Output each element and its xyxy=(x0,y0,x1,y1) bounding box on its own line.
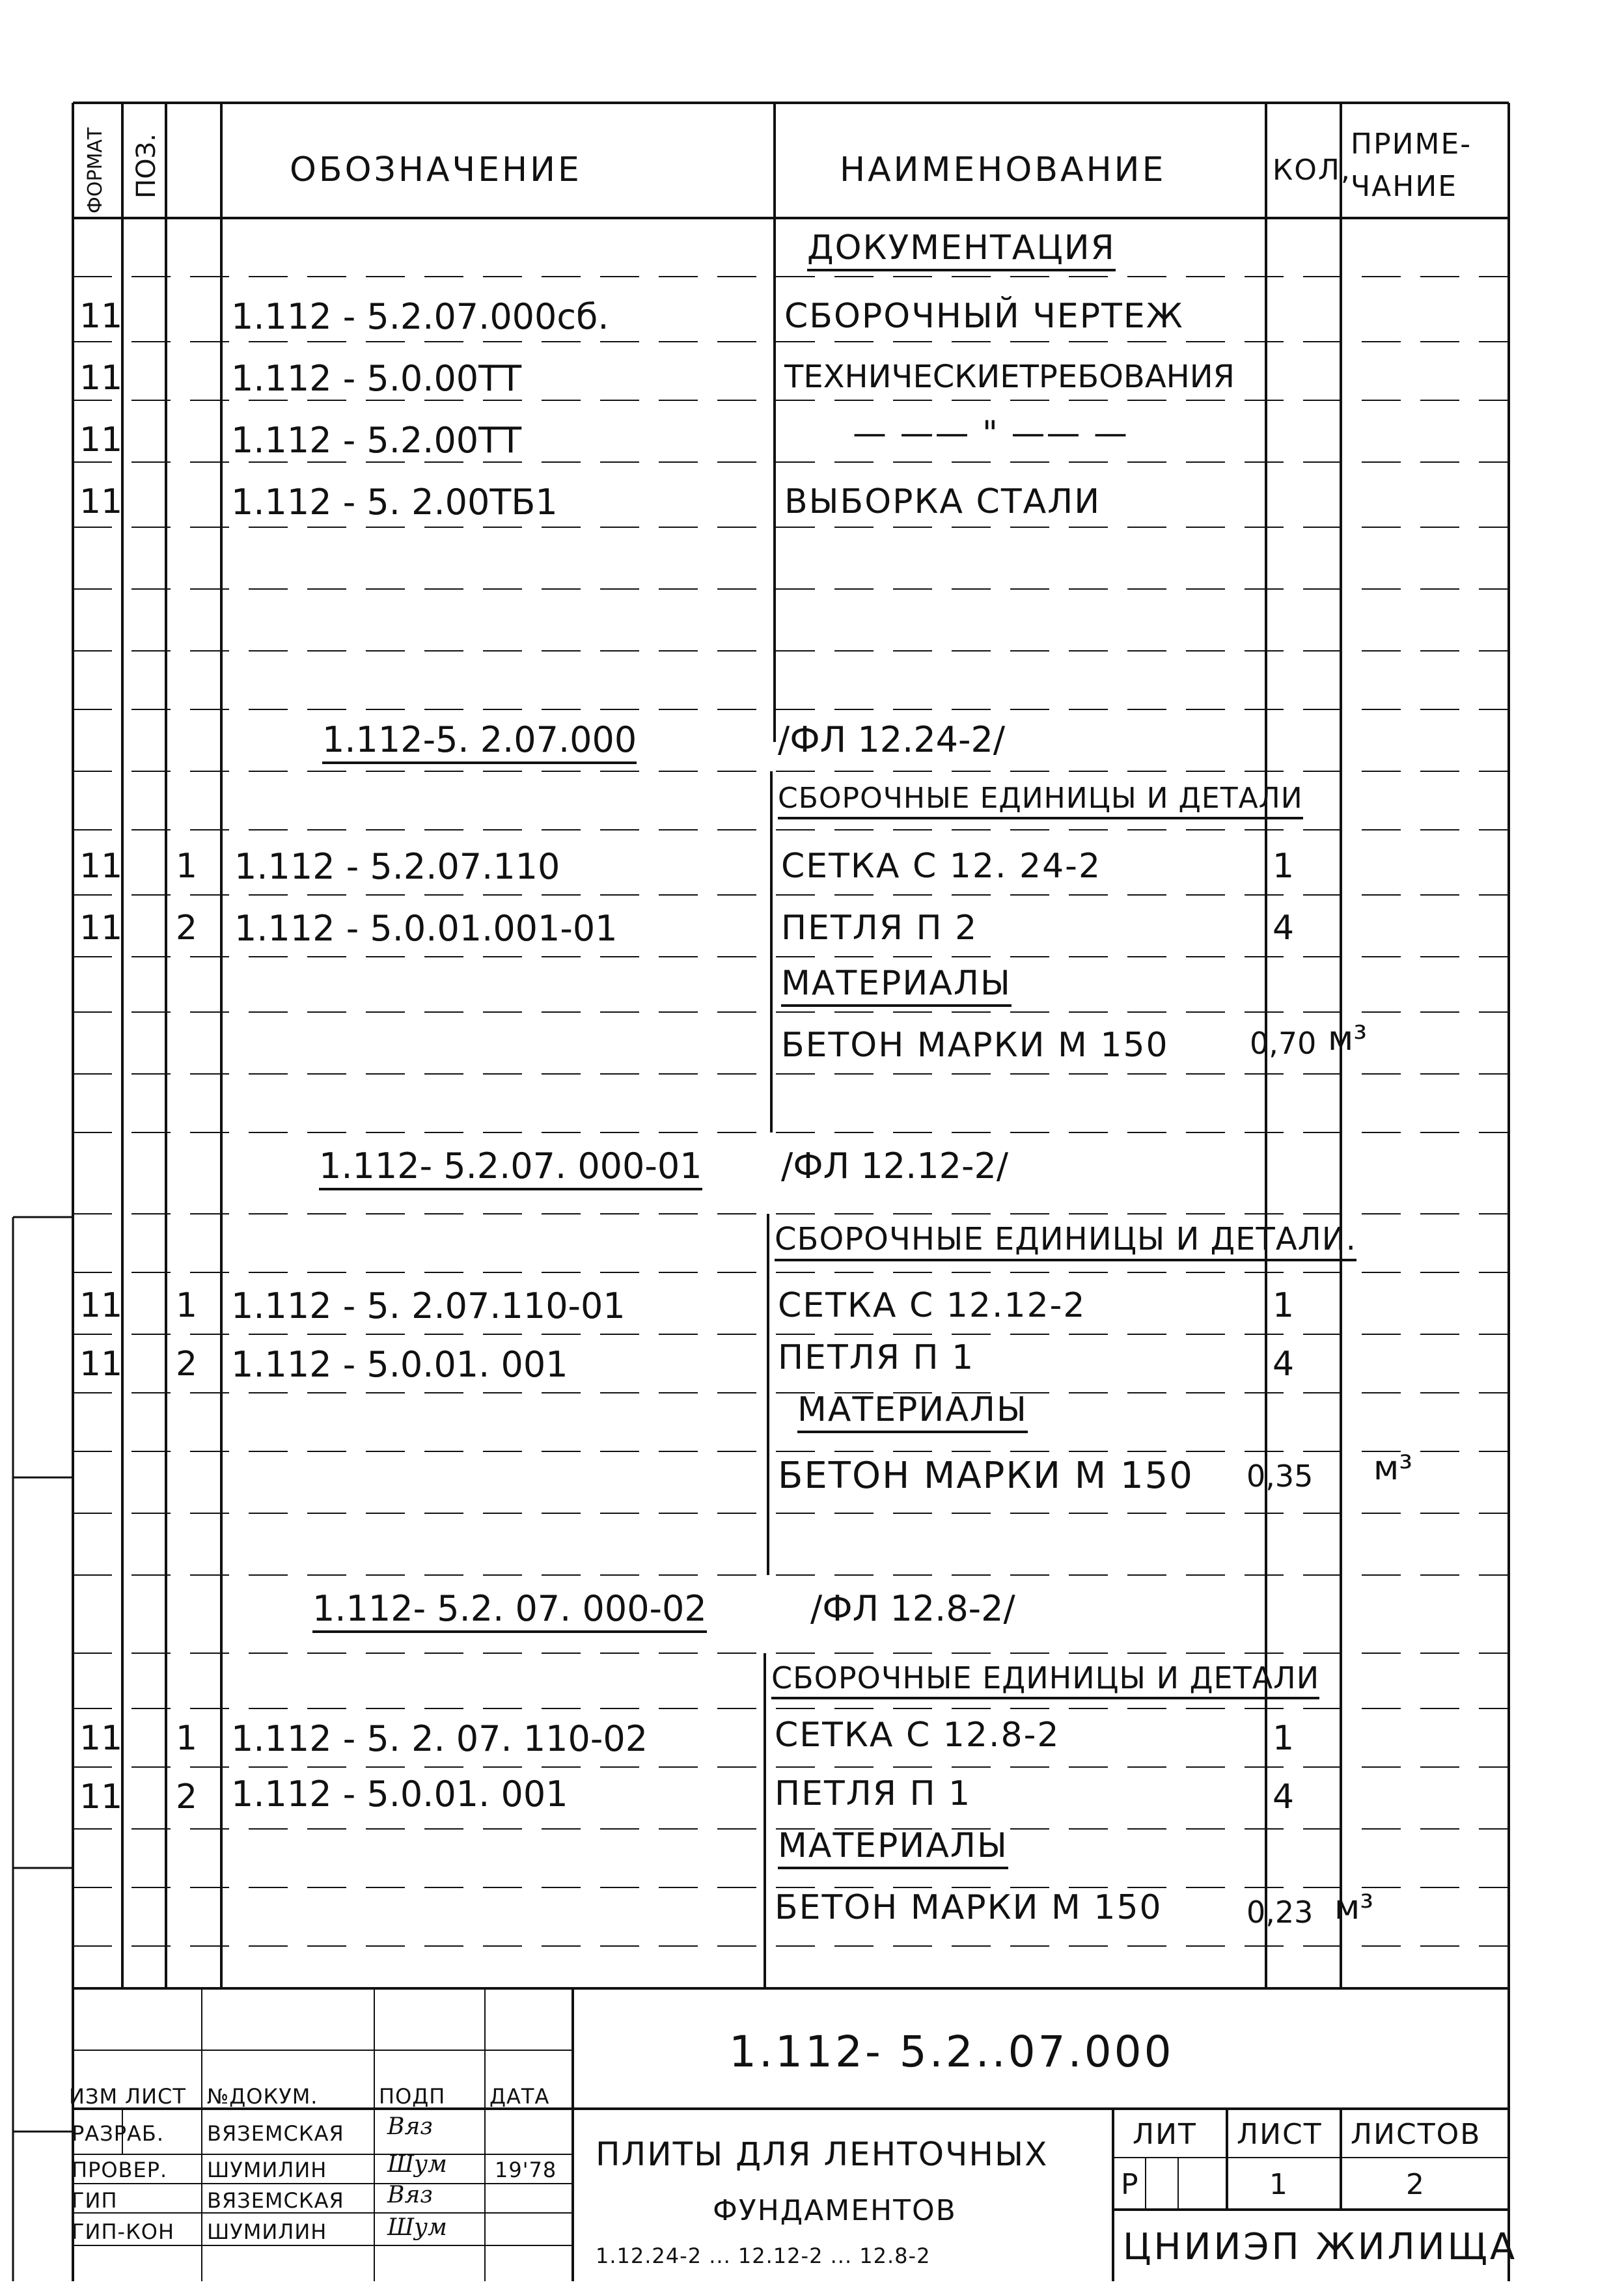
doc-row-designation: 1.112 - 5.0.00ТТ xyxy=(231,358,522,399)
item-name: СЕТКА С 12.12-2 xyxy=(778,1286,1086,1325)
doc-row-designation: 1.112 - 5.2.07.000сб. xyxy=(231,296,609,337)
signature: Шум xyxy=(387,2214,447,2241)
item-name: ПЕТЛЯ П 1 xyxy=(775,1774,972,1813)
group-mark: /ФЛ 12.24-2/ xyxy=(778,719,1006,760)
item-qty: 1 xyxy=(1273,1286,1295,1325)
sheets-value: 2 xyxy=(1406,2168,1425,2201)
group-code: 1.112-5. 2.07.000 xyxy=(322,722,637,764)
item-qty: 1 xyxy=(1273,1719,1295,1758)
item-designation: 1.112 - 5.0.01. 001 xyxy=(231,1344,568,1385)
col-header-izm: ИЗМ xyxy=(69,2084,118,2109)
sheet-value: 1 xyxy=(1269,2168,1289,2201)
signature: Вяз xyxy=(387,2182,433,2208)
item-format: 11 xyxy=(79,847,123,886)
person-name: ВЯЗЕМСКАЯ xyxy=(207,2121,344,2146)
item-pos: 2 xyxy=(176,1777,198,1817)
sheet-label: ЛИСТ xyxy=(1237,2118,1323,2151)
item-pos: 1 xyxy=(176,1719,198,1758)
drawing-title-line2: ФУНДАМЕНТОВ xyxy=(713,2194,957,2227)
organization: ЦНИИЭП ЖИЛИЩА xyxy=(1123,2226,1518,2268)
doc-row-designation: 1.112 - 5.2.00ТТ xyxy=(231,420,522,461)
group-subheader: СБОРОЧНЫЕ ЕДИНИЦЫ И ДЕТАЛИ xyxy=(771,1663,1319,1699)
material-unit: м³ xyxy=(1373,1449,1413,1488)
person-name: ВЯЗЕМСКАЯ xyxy=(207,2188,344,2213)
role-label: ПРОВЕР. xyxy=(72,2158,168,2182)
sheets-label: ЛИСТОВ xyxy=(1351,2118,1481,2151)
material-qty: 0,23 xyxy=(1246,1895,1314,1930)
item-designation: 1.112 - 5.0.01.001-01 xyxy=(234,908,618,949)
col-header-date: ДАТА xyxy=(489,2084,550,2109)
item-pos: 1 xyxy=(176,847,198,886)
person-name: ШУМИЛИН xyxy=(207,2158,327,2182)
lit-label: ЛИТ xyxy=(1133,2118,1197,2151)
item-pos: 2 xyxy=(176,909,198,948)
doc-row-format: 11 xyxy=(79,297,123,336)
col-header-docnum: №ДОКУМ. xyxy=(207,2084,318,2109)
material-unit: м³ xyxy=(1328,1019,1368,1058)
header-name: НАИМЕНОВАНИЕ xyxy=(840,150,1166,189)
role-label: ГИП xyxy=(72,2188,118,2213)
col-header-sign: ПОДП xyxy=(379,2084,446,2109)
header-note-line1: ПРИМЕ- xyxy=(1351,128,1472,161)
doc-row-name: СБОРОЧНЫЙ ЧЕРТЕЖ xyxy=(784,297,1184,336)
header-designation: ОБОЗНАЧЕНИЕ xyxy=(290,150,582,189)
item-qty: 4 xyxy=(1273,909,1295,948)
doc-number: 1.112- 5.2..07.000 xyxy=(729,2027,1174,2077)
group-code: 1.112- 5.2. 07. 000-02 xyxy=(312,1591,707,1633)
drawing-title-line3: 1.12.24-2 ... 12.12-2 ... 12.8-2 xyxy=(596,2243,931,2268)
header-qty: КОЛ, xyxy=(1273,154,1351,187)
item-name: ПЕТЛЯ П 2 xyxy=(781,909,978,948)
material-qty: 0,70 xyxy=(1250,1026,1317,1061)
group-mark: /ФЛ 12.8-2/ xyxy=(810,1588,1015,1629)
item-format: 11 xyxy=(79,1286,123,1325)
item-designation: 1.112 - 5. 2.07.110-01 xyxy=(231,1285,626,1326)
item-format: 11 xyxy=(79,1777,123,1817)
materials-title: МАТЕРИАЛЫ xyxy=(797,1393,1028,1433)
role-label: РАЗРАБ. xyxy=(72,2121,165,2146)
material-unit: м³ xyxy=(1334,1888,1374,1927)
doc-row-name: ТЕХНИЧЕСКИЕТРЕБОВАНИЯ xyxy=(784,359,1235,395)
item-name: ПЕТЛЯ П 1 xyxy=(778,1338,975,1377)
item-pos: 1 xyxy=(176,1286,198,1325)
group-code: 1.112- 5.2.07. 000-01 xyxy=(319,1149,702,1190)
role-label: ГИП-КОН xyxy=(72,2219,175,2244)
item-qty: 4 xyxy=(1273,1777,1295,1817)
material-name: БЕТОН МАРКИ М 150 xyxy=(778,1455,1194,1497)
group-subheader: СБОРОЧНЫЕ ЕДИНИЦЫ И ДЕТАЛИ xyxy=(778,784,1303,819)
item-name: СЕТКА С 12.8-2 xyxy=(775,1716,1060,1755)
col-header-list: ЛИСТ xyxy=(125,2084,186,2109)
header-note-line2: ЧАНИЕ xyxy=(1351,170,1458,203)
doc-row-format: 11 xyxy=(79,482,123,521)
item-format: 11 xyxy=(79,909,123,948)
header-format: ФОРМАТ xyxy=(84,127,107,213)
item-designation: 1.112 - 5.2.07.110 xyxy=(234,846,560,887)
item-designation: 1.112 - 5. 2. 07. 110-02 xyxy=(231,1718,648,1759)
doc-row-name-ditto: — —— " —— — xyxy=(853,414,1129,453)
doc-row-format: 11 xyxy=(79,359,123,398)
header-pos: ПОЗ. xyxy=(131,133,161,199)
lit-value: Р xyxy=(1121,2168,1140,2201)
item-format: 11 xyxy=(79,1719,123,1758)
material-name: БЕТОН МАРКИ М 150 xyxy=(775,1888,1163,1927)
item-pos: 2 xyxy=(176,1345,198,1384)
section-title-documentation: ДОКУМЕНТАЦИЯ xyxy=(807,231,1116,271)
item-qty: 1 xyxy=(1273,847,1295,886)
person-name: ШУМИЛИН xyxy=(207,2219,327,2244)
materials-title: МАТЕРИАЛЫ xyxy=(778,1829,1008,1869)
doc-row-format: 11 xyxy=(79,420,123,460)
item-designation: 1.112 - 5.0.01. 001 xyxy=(231,1774,568,1815)
group-mark: /ФЛ 12.12-2/ xyxy=(781,1146,1009,1187)
doc-row-name: ВЫБОРКА СТАЛИ xyxy=(784,482,1101,521)
group-subheader: СБОРОЧНЫЕ ЕДИНИЦЫ И ДЕТАЛИ. xyxy=(775,1224,1356,1261)
item-qty: 4 xyxy=(1273,1345,1295,1384)
drawing-title-line1: ПЛИТЫ ДЛЯ ЛЕНТОЧНЫХ xyxy=(596,2135,1049,2173)
item-format: 11 xyxy=(79,1345,123,1384)
material-qty: 0,35 xyxy=(1246,1459,1314,1494)
signature: Шум xyxy=(387,2151,447,2178)
materials-title: МАТЕРИАЛЫ xyxy=(781,967,1012,1007)
item-name: СЕТКА С 12. 24-2 xyxy=(781,847,1102,886)
material-name: БЕТОН МАРКИ М 150 xyxy=(781,1026,1169,1065)
sign-date: 19'78 xyxy=(495,2158,557,2182)
doc-row-designation: 1.112 - 5. 2.00ТБ1 xyxy=(231,482,558,523)
signature: Вяз xyxy=(387,2113,433,2140)
